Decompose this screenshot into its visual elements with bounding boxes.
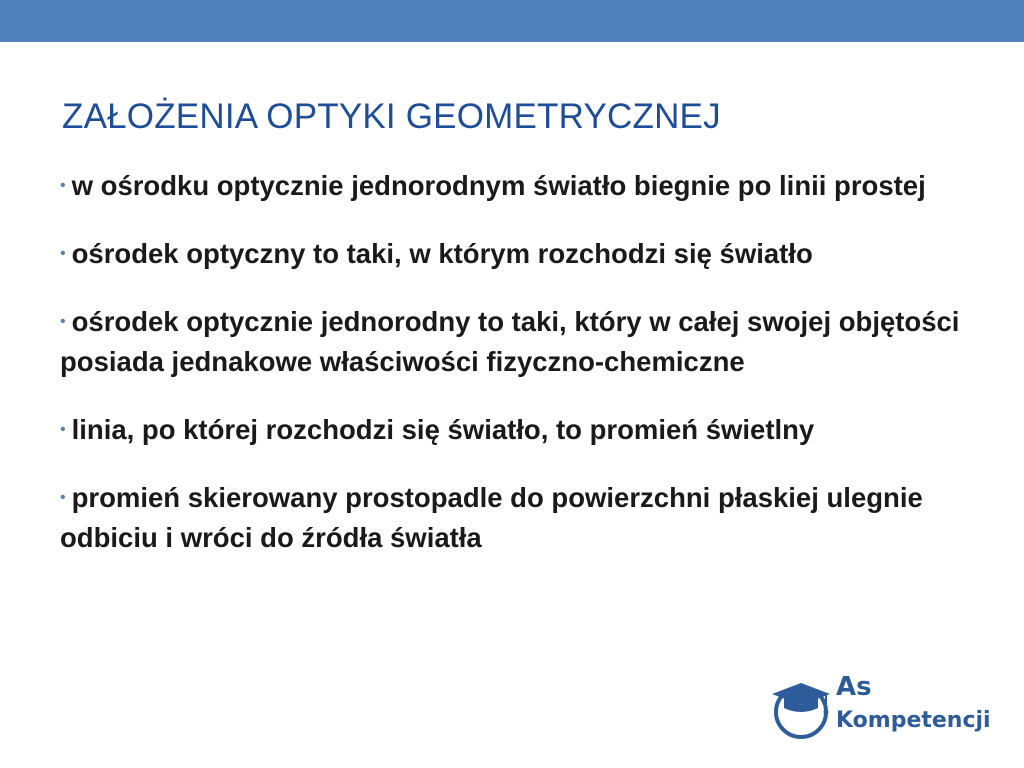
bullet-list — [60, 166, 960, 558]
bullet-text: w ośrodku optycznie jednorodnym światło biegnie po linii prostej — [71, 170, 926, 201]
bullet-item — [60, 478, 960, 558]
bullet-item — [60, 234, 960, 274]
bullet-text: linia, po której rozchodzi się światło, to promień świetlny — [71, 414, 815, 445]
logo-text-kompetencji: Kompetencji — [836, 708, 991, 733]
as-kompetencji-logo — [770, 670, 1000, 750]
bullet-dot-icon: • — [60, 489, 66, 506]
slide-title: ZAŁOŻENIA OPTYKI GEOMETRYCZNEJ — [62, 97, 721, 136]
bullet-item — [60, 410, 960, 450]
bullet-item — [60, 166, 960, 206]
bullet-text: promień skierowany prostopadle do powierzchni płaskiej ulegnie odbiciu i wróci do źródła światła — [60, 482, 923, 553]
mortarboard-icon — [770, 678, 832, 744]
bullet-dot-icon: • — [60, 313, 66, 330]
bullet-item — [60, 302, 960, 382]
bullet-text: ośrodek optyczny to taki, w którym rozchodzi się światło — [71, 238, 813, 269]
logo-text-as: As — [836, 672, 872, 702]
bullet-dot-icon: • — [60, 421, 66, 438]
bullet-dot-icon: • — [60, 177, 66, 194]
bullet-text: ośrodek optycznie jednorodny to taki, który w całej swojej objętości posiada jednakowe właściwości fizyczno-chemiczne — [60, 306, 960, 377]
bullet-dot-icon: • — [60, 245, 66, 262]
top-accent-bar — [0, 0, 1024, 42]
